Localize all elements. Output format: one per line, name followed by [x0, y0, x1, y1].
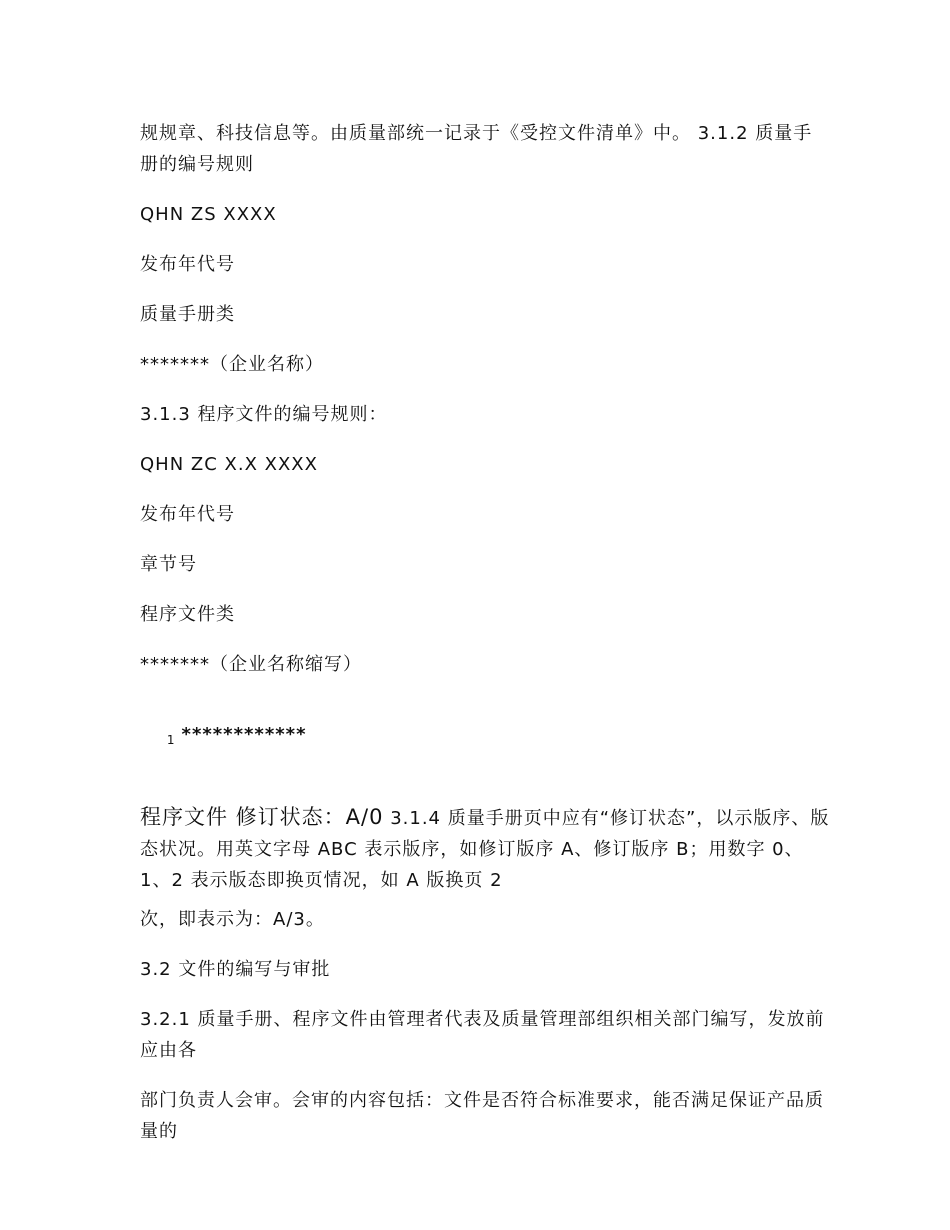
paragraph-section-314 — [140, 802, 830, 896]
paragraph-year-code-1: 发布年代号 — [140, 254, 235, 275]
paragraph-company-abbr: *******（企业名称缩写） — [140, 654, 362, 675]
footnote-number: 1 — [166, 733, 176, 747]
paragraph-intro: 规规章、科技信息等。由质量部统一记录于《受控文件清单》中。 3.1.2 质量手册的编号规则 — [140, 123, 813, 175]
paragraph-footnote-stars — [140, 688, 830, 783]
paragraph-chapter-number: 章节号 — [140, 554, 197, 575]
revision-status-text: 3.1.4 质量手册页中应有“修订状态”，以示版序、版态状况。用英文字母 ABC 表示版序，如修订版序 A、修订版序 B；用数字 0、1、2 表示版态即换页情况，如 A 版换页 2 — [140, 808, 830, 891]
footnote-stars: ************ — [181, 724, 307, 745]
paragraph-section-32: 3.2 文件的编写与审批 — [140, 959, 331, 980]
paragraph-year-code-2: 发布年代号 — [140, 504, 235, 525]
paragraph-manual-type: 质量手册类 — [140, 304, 235, 325]
paragraph-code-zs: QHN ZS XXXX — [140, 204, 277, 225]
paragraph-code-zc: QHN ZC X.X XXXX — [140, 454, 318, 475]
paragraph-example-a3: 次，即表示为：A/3。 — [140, 909, 325, 930]
paragraph-section-321: 3.2.1 质量手册、程序文件由管理者代表及质量管理部组织相关部门编写，发放前应由各 — [140, 1009, 825, 1061]
paragraph-company-name: *******（企业名称） — [140, 354, 324, 375]
paragraph-procedure-type: 程序文件类 — [140, 604, 235, 625]
paragraph-section-313: 3.1.3 程序文件的编号规则： — [140, 404, 388, 425]
paragraph-review-content: 部门负责人会审。会审的内容包括：文件是否符合标准要求，能否满足保证产品质量的 — [140, 1090, 824, 1142]
revision-status-heading: 程序文件 修订状态：A/0 — [140, 805, 384, 829]
document-page — [140, 118, 830, 1147]
